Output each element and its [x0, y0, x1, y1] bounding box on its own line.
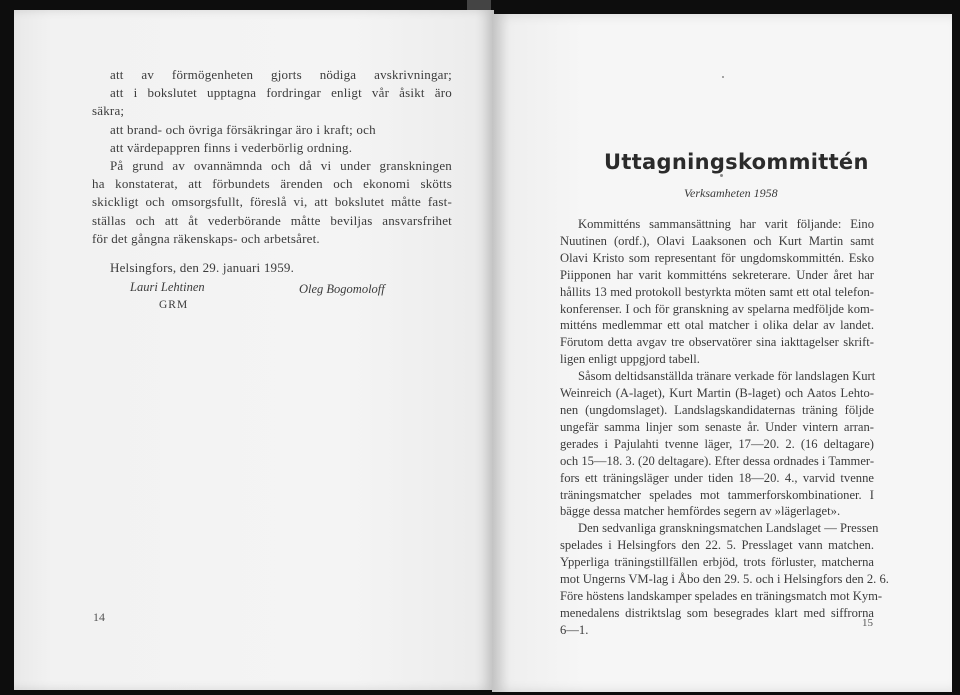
- text-line: och 15—18. 3. (20 deltagare). Efter dessa ordnades i Tammer-: [560, 453, 875, 468]
- text-line: gerades i Pajulahti tvenne läger, 17—20. 2. (16 deltagare): [560, 436, 874, 451]
- section-title: Uttagningskommittén: [604, 150, 869, 174]
- page-number-left: 14: [93, 610, 105, 624]
- text-line: ställas och att åt vederbörande måtte beviljas ansvarsfrihet: [92, 212, 452, 228]
- text-line: Olavi Kristo som representant för ungdomskommittén. Esko: [560, 250, 874, 265]
- text-line: Förutom detta avgav tre observatörer sina iakttagelser skrift-: [560, 335, 874, 350]
- page-number-right: 15: [862, 617, 873, 629]
- text-line: Den sedvanliga granskningsmatchen Landslaget — Pressen: [578, 521, 879, 536]
- text-line: Ypperliga träningstillfällen erbjöd, trots förluster, matcherna: [560, 555, 874, 570]
- text-line: spelades i Helsingfors den 22. 5. Presslaget vann matchen.: [560, 538, 874, 553]
- text-line: att brand- och övriga försäkringar äro i kraft; och: [110, 121, 376, 137]
- print-speck: [722, 76, 724, 78]
- text-line: Kommitténs sammansättning har varit följande: Eino: [578, 217, 874, 231]
- signature-bogomoloff: Oleg Bogomoloff: [299, 282, 385, 296]
- text-line: Piipponen har varit kommitténs sekreterare. Under året har: [560, 267, 874, 282]
- text-line: konferenser. I och för granskning av spelarna medföljde kom-: [560, 301, 874, 316]
- text-line: Nuutinen (ordf.), Olavi Laaksonen och Kurt Martin samt: [560, 233, 874, 248]
- text-line: ungefär samma linjer som senaste år. Under vintern arran-: [560, 419, 874, 434]
- signature-lehtinen-title: GRM: [159, 299, 189, 311]
- text-line: mitténs medlemmar ett otal matcher i olika delar av landet.: [560, 318, 874, 333]
- left-page-text: [92, 66, 452, 277]
- section-subtitle: Verksamheten 1958: [684, 186, 778, 200]
- ornament-dot: [720, 174, 723, 177]
- right-page: [492, 14, 952, 692]
- text-line: skickligt och omsorgsfullt, föreslå vi, att bokslutet måtte fast-: [92, 194, 452, 210]
- text-line: På grund av ovannämnda och då vi under granskningen: [110, 158, 452, 174]
- text-line: nen (ungdomslaget). Landslagskandidaternas träning följde: [560, 402, 874, 417]
- text-line: att i bokslutet upptagna fordringar enligt vår åsikt äro: [110, 85, 452, 101]
- text-line: säkra;: [92, 103, 125, 119]
- text-line: 6—1.: [560, 622, 589, 637]
- text-line: för det gångna räkenskaps- och arbetsåret.: [92, 230, 320, 246]
- text-line: menedalens distriktslag som besegrades klart med siffrorna: [560, 605, 874, 620]
- text-line: ha konstaterat, att förbundets ärenden och ekonomi skötts: [92, 176, 452, 192]
- date-line: Helsingfors, den 29. januari 1959.: [110, 260, 295, 276]
- text-line: att värdepappren finns i vederbörlig ordning.: [110, 139, 353, 155]
- text-line: att av förmögenheten gjorts nödiga avskrivningar;: [110, 67, 452, 82]
- text-line: Före höstens landskamper spelades en träningsmatch mot Kym-: [560, 588, 883, 603]
- text-line: fors ett träningsläger under tiden 18—20. 4., varvid tvenne: [560, 470, 874, 485]
- text-line: bägge dessa matcher hemfördes segern av »lägerlaget».: [560, 504, 841, 519]
- signature-lehtinen: Lauri Lehtinen: [130, 280, 205, 294]
- text-line: ligen enligt uppgjord tabell.: [560, 352, 700, 367]
- text-line: Weinreich (A-laget), Kurt Martin (B-laget) och Aatos Lehto-: [560, 386, 874, 401]
- text-line: Såsom deltidsanställda tränare verkade för landslagen Kurt: [578, 369, 876, 384]
- right-page-text: [560, 216, 889, 639]
- text-line: mot Ungerns VM-lag i Åbo den 29. 5. och i Helsingfors den 2. 6.: [560, 572, 889, 587]
- left-page: [14, 10, 494, 690]
- text-line: hållits 13 med protokoll bestyrkta möten samt ett otal telefon-: [560, 284, 874, 299]
- text-line: träningsmatcher spelades mot tammerforskombinationer. I: [560, 487, 874, 502]
